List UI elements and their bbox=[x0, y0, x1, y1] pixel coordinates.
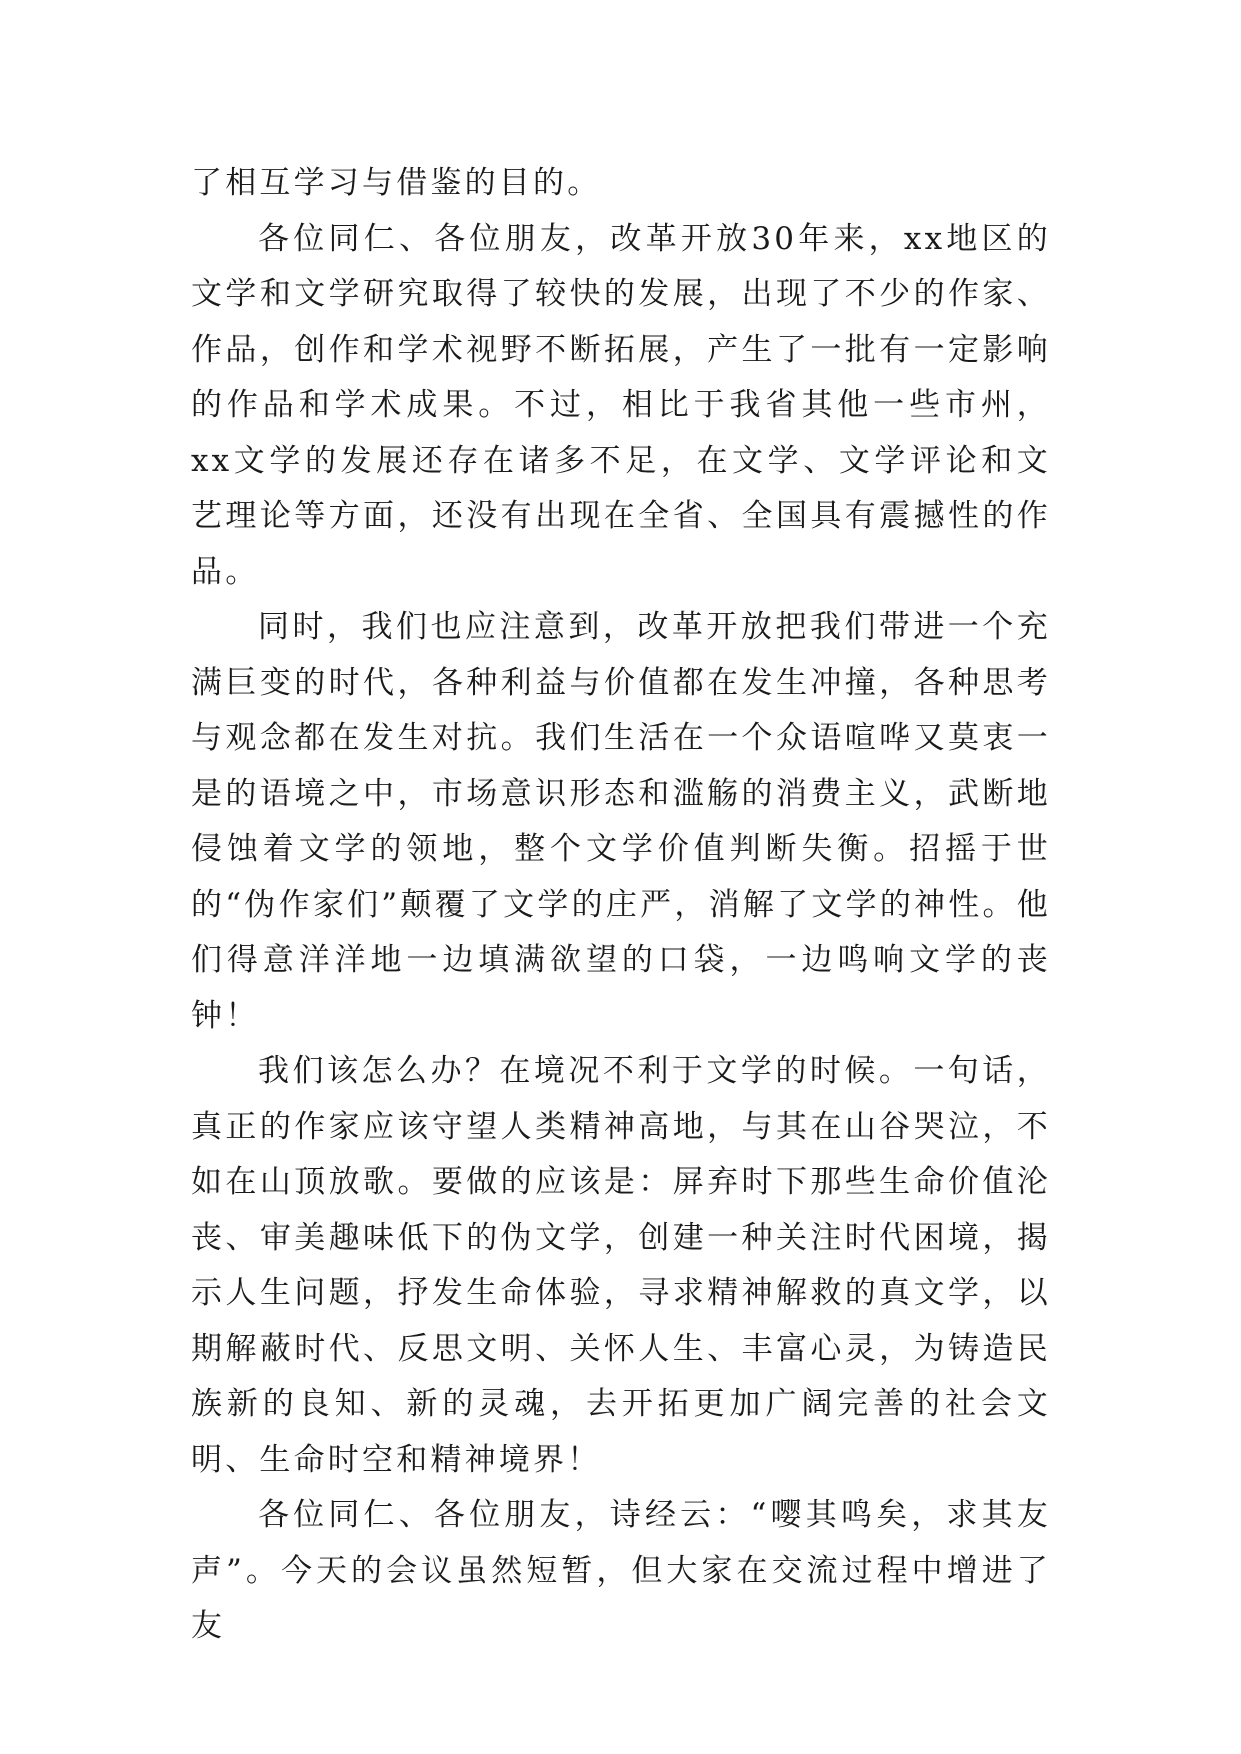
paragraph-2: 各位同仁、各位朋友，改革开放30年来，xx地区的文学和文学研究取得了较快的发展，出现了不少的作家、作品，创作和学术视野不断拓展，产生了一批有一定影响的作品和学术成果。不过，相比于我省其他一些市州，xx文学的发展还存在诸多不足，在文学、文学评论和文艺理论等方面，还没有出现在全省、全国具有震撼性的作品。 bbox=[191, 220, 1051, 590]
paragraph-1: 了相互学习与借鉴的目的。 bbox=[191, 165, 602, 201]
paragraph-5: 各位同仁、各位朋友，诗经云：“嘤其鸣矣，求其友声”。今天的会议虽然短暂，但大家在交流过程中增进了友 bbox=[191, 1497, 1051, 1644]
paragraph-3: 同时，我们也应注意到，改革开放把我们带进一个充满巨变的时代，各种利益与价值都在发生冲撞，各种思考与观念都在发生对抗。我们生活在一个众语喧哗又莫衷一是的语境之中，市场意识形态和滥觞的消费主义，武断地侵蚀着文学的领地，整个文学价值判断失衡。招摇于世的“伪作家们”颠覆了文学的庄严，消解了文学的神性。他们得意洋洋地一边填满欲望的口袋，一边鸣响文学的丧钟！ bbox=[191, 609, 1051, 1034]
paragraph-4: 我们该怎么办？在境况不利于文学的时候。一句话，真正的作家应该守望人类精神高地，与其在山谷哭泣，不如在山顶放歌。要做的应该是：屏弃时下那些生命价值沦丧、审美趣味低下的伪文学，创建一种关注时代困境，揭示人生问题，抒发生命体验，寻求精神解救的真文学，以期解蔽时代、反思文明、关怀人生、丰富心灵，为铸造民族新的良知、新的灵魂，去开拓更加广阔完善的社会文明、生命时空和精神境界！ bbox=[191, 1053, 1051, 1478]
document-body bbox=[191, 156, 1051, 1655]
